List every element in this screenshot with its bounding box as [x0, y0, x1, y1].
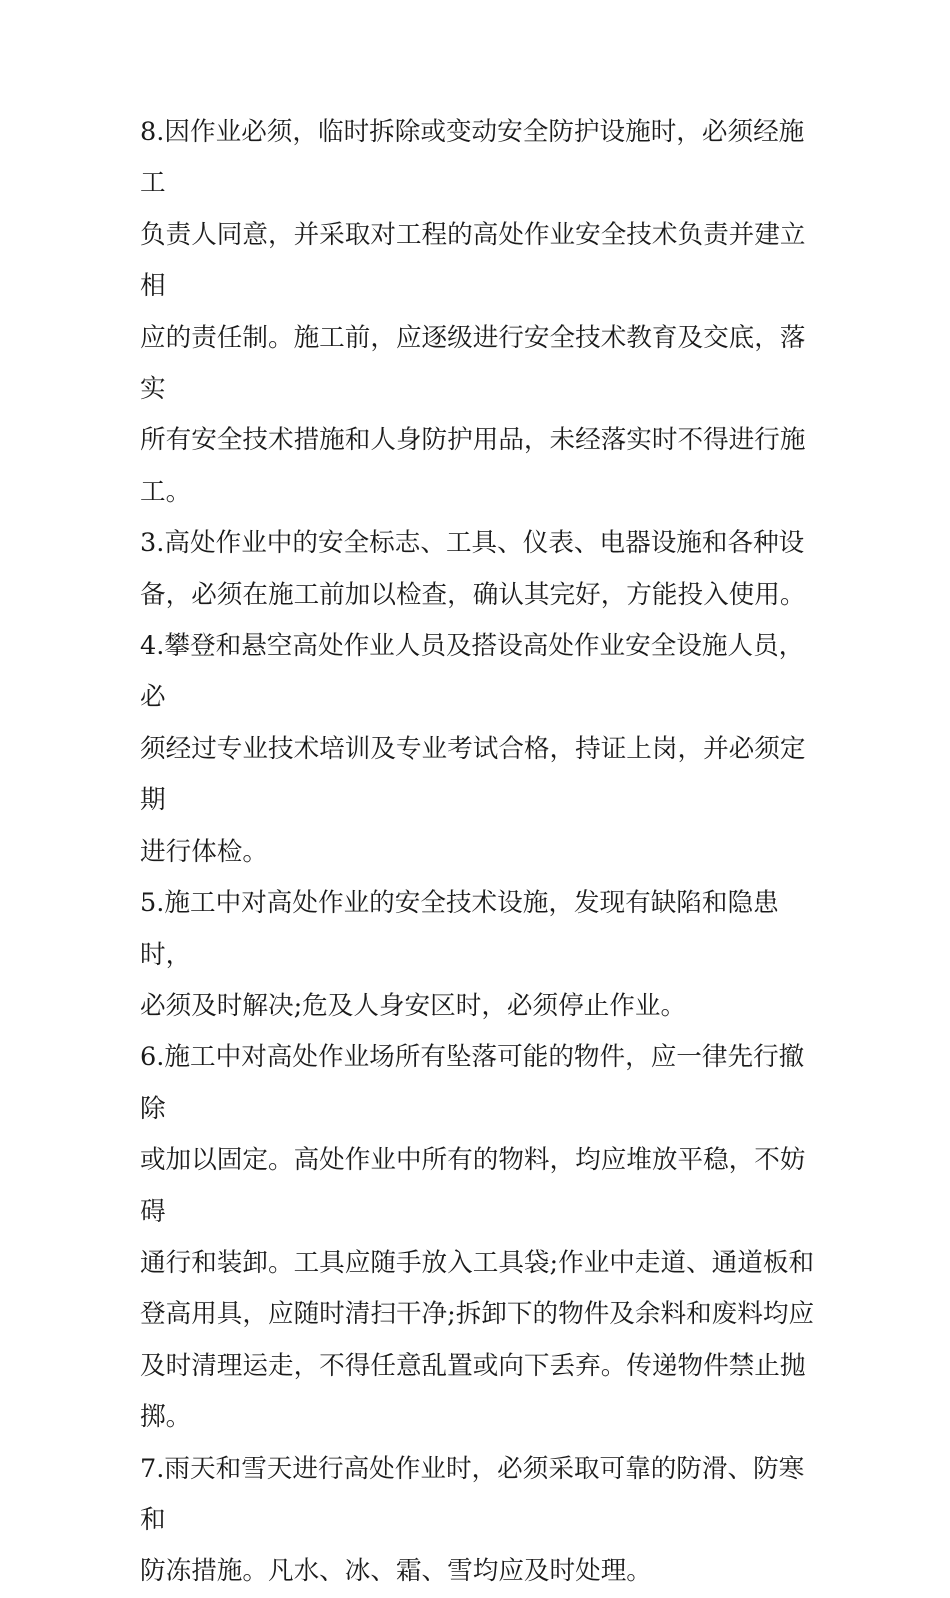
paragraph-item-8: 8.因作业必须，临时拆除或变动安全防护设施时，必须经施工 负责人同意，并采取对工程的高处作业安全技术负责并建立相 应的责任制。施工前，应逐级进行安全技术教育及交底，落实 所有安全技术措施和人身防护用品，未经落实时不得进行施 工。: [140, 117, 806, 507]
document-page: [140, 107, 820, 1598]
paragraph-item-4: 4.攀登和悬空高处作业人员及搭设高处作业安全设施人员，必 须经过专业技术培训及专业考试合格，持证上岗，并必须定期 进行体检。: [140, 631, 806, 867]
paragraph-item-6: 6.施工中对高处作业场所有坠落可能的物件，应一律先行撤除 或加以固定。高处作业中所有的物料，均应堆放平稳，不妨碍 通行和装卸。工具应随手放入工具袋;作业中走道、通道板和 登高用具，应随时清扫干净;拆卸下的物件及余料和废料均应 及时清理运走，不得任意乱置或向下丢弃。传递物件禁止抛 掷。: [140, 1042, 815, 1433]
paragraph-item-5: 5.施工中对高处作业的安全技术设施，发现有缺陷和隐患时， 必须及时解决;危及人身安区时，必须停止作业。: [140, 888, 779, 1021]
paragraph-item-3: 3.高处作业中的安全标志、工具、仪表、电器设施和各种设 备，必须在施工前加以检查，确认其完好，方能投入使用。: [140, 528, 806, 610]
paragraph-item-7: 7.雨天和雪天进行高处作业时，必须采取可靠的防滑、防寒和 防冻措施。凡水、冰、霜、雪均应及时处理。: [140, 1453, 805, 1587]
